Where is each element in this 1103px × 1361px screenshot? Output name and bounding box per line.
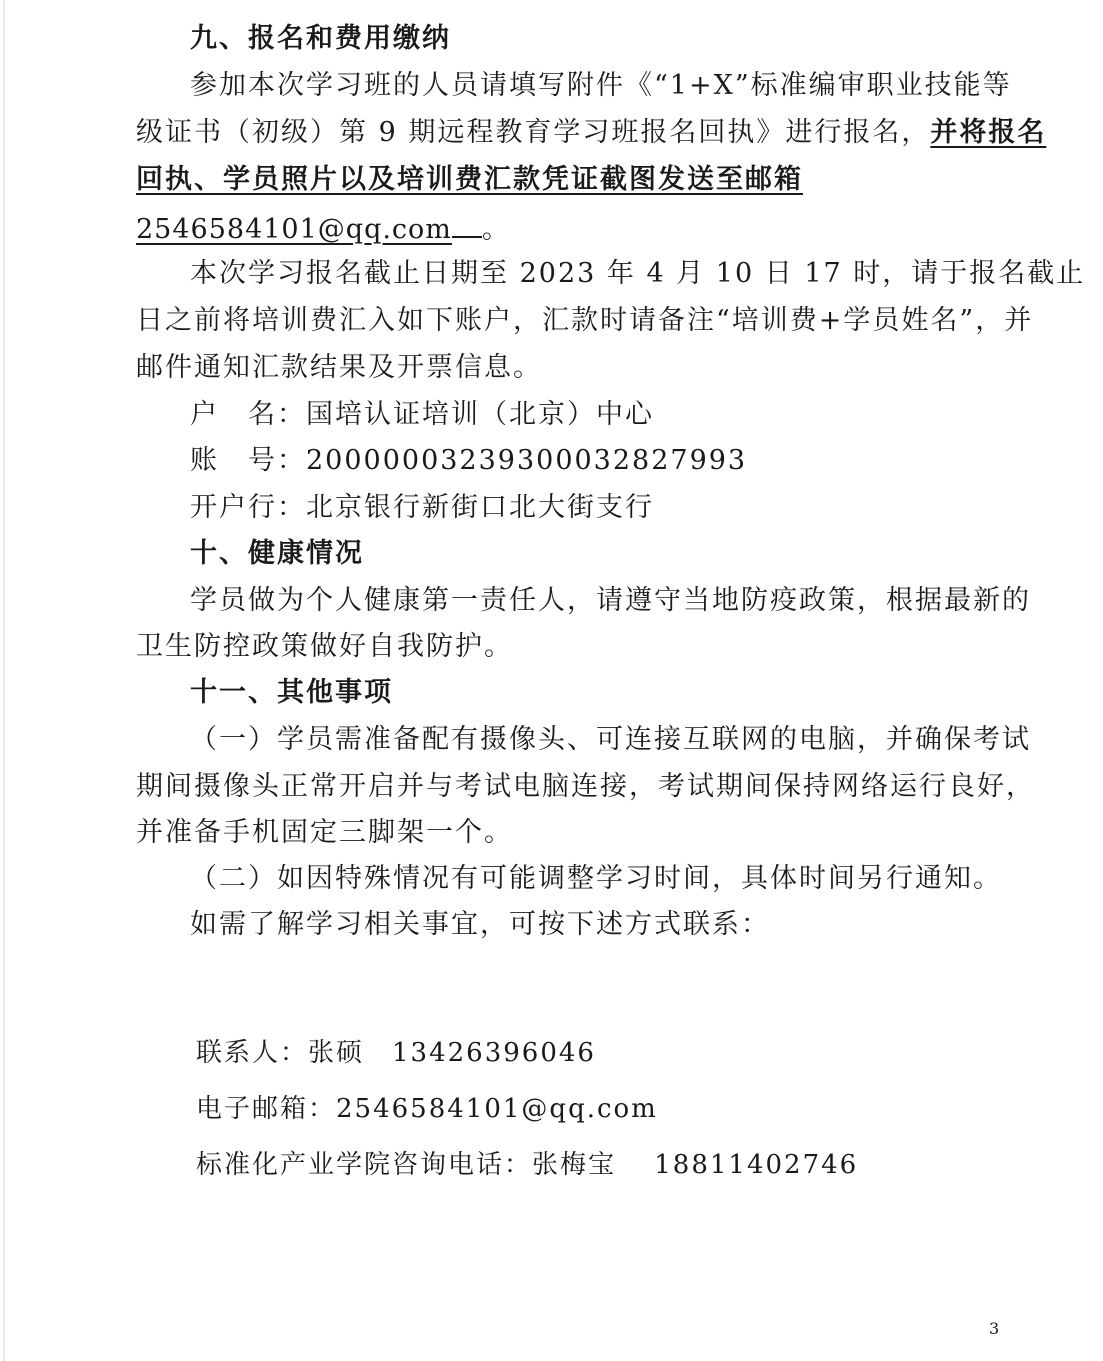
- contact-email: 电子邮箱：2546584101@qq.com: [196, 1094, 658, 1124]
- heading-other: 十一、其他事项: [190, 677, 393, 708]
- registration-email-line: [136, 210, 510, 247]
- email-underline-blank: [452, 210, 482, 238]
- registration-para1-line2: [136, 116, 1047, 150]
- registration-para1-line2-text: 级证书（初级）第 9 期远程教育学习班报名回执》进行报名，: [136, 117, 931, 148]
- contact-intro: 如需了解学习相关事宜，可按下述方式联系：: [190, 909, 770, 940]
- other-item1-line2: 期间摄像头正常开启并与考试电脑连接，考试期间保持网络运行良好，: [136, 771, 1035, 802]
- registration-email-end: 。: [481, 214, 510, 245]
- registration-para2-line2: 日之前将培训费汇入如下账户，汇款时请备注“培训费+学员姓名”，并: [136, 305, 1034, 336]
- heading-registration: 九、报名和费用缴纳: [190, 23, 451, 54]
- page-number: 3: [989, 1319, 1000, 1338]
- other-item1-line3: 并准备手机固定三脚架一个。: [136, 817, 513, 848]
- registration-para1-line1: 参加本次学习班的人员请填写附件《“1+X”标准编审职业技能等: [190, 70, 1012, 101]
- contact-person: 联系人：张硕 13426396046: [196, 1038, 596, 1068]
- registration-para1-line3: 回执、学员照片以及培训费汇款凭证截图发送至邮箱: [136, 164, 803, 195]
- account-name: 户 名：国培认证培训（北京）中心: [190, 399, 654, 430]
- registration-email: 2546584101@qq.com: [136, 214, 452, 245]
- health-line2: 卫生防控政策做好自我防护。: [136, 631, 513, 662]
- heading-health: 十、健康情况: [190, 538, 364, 569]
- other-item1-line1: （一）学员需准备配有摄像头、可连接互联网的电脑，并确保考试: [190, 724, 1031, 755]
- account-bank: 开户行：北京银行新街口北大街支行: [190, 492, 654, 523]
- registration-para2-line1: 本次学习报名截止日期至 2023 年 4 月 10 日 17 时，请于报名截止: [190, 258, 1086, 289]
- scan-edge: [3, 0, 5, 1361]
- health-line1: 学员做为个人健康第一责任人，请遵守当地防疫政策，根据最新的: [190, 585, 1031, 616]
- account-number: 账 号：20000003239300032827993: [190, 445, 748, 476]
- other-item2: （二）如因特殊情况有可能调整学习时间，具体时间另行通知。: [190, 863, 1002, 894]
- registration-para2-line3: 邮件通知汇款结果及开票信息。: [136, 352, 542, 383]
- registration-para1-line2-emphasis: 并将报名: [930, 117, 1047, 148]
- contact-consult: 标准化产业学院咨询电话：张梅宝 18811402746: [196, 1150, 859, 1180]
